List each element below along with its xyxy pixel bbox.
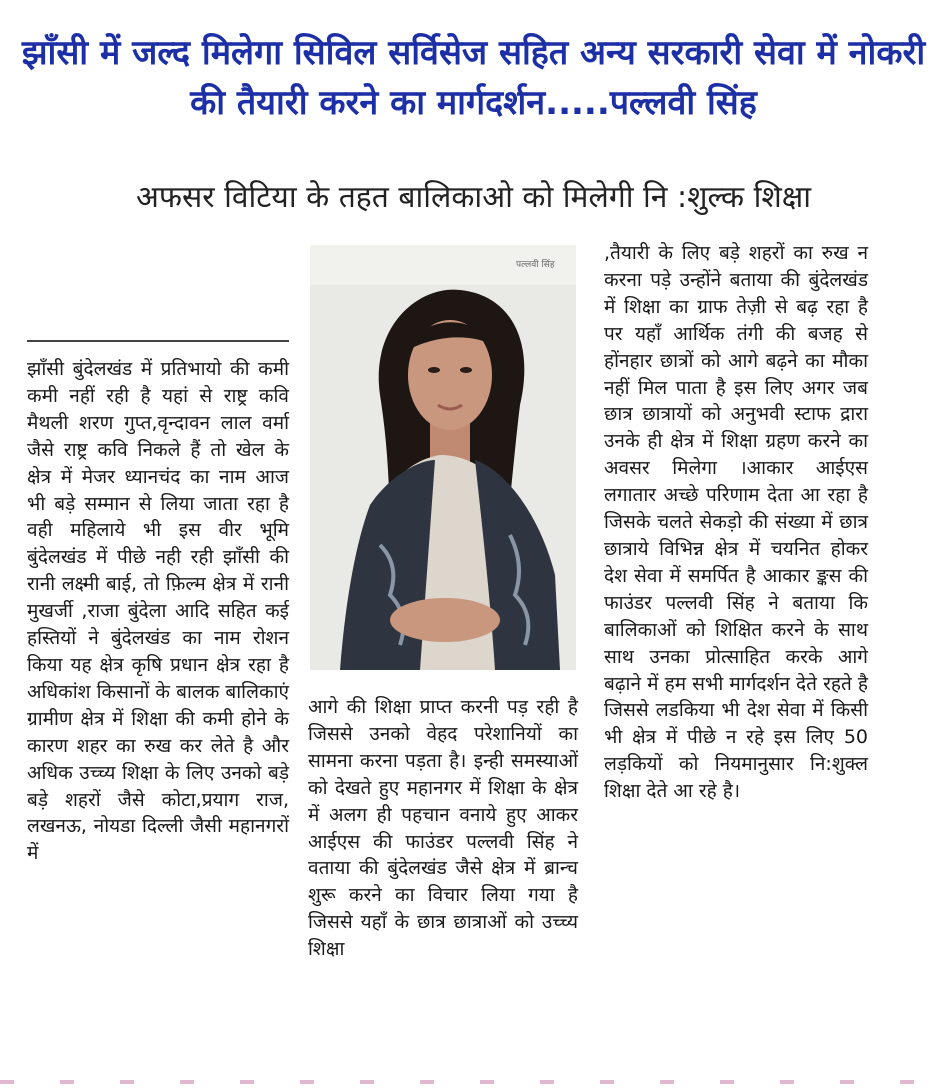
portrait-illustration [310, 245, 576, 670]
subheadline: अफसर विटिया के तहत बालिकाओ को मिलेगी नि :शुल्क शिक्षा [135, 180, 812, 215]
article-column-2: आगे की शिक्षा प्राप्त करनी पड़ रही है जिससे उनको वेहद परेशानियों का सामना करना पड़ता है। इन्ही समस्याओं को देखते हुए महानगर में शिक्षा के क्षेत्र में अलग ही पहचान वनाये हुए आकर आईएस की फाउंडर पल्लवी सिंह ने वताया की बुंदेलखंड जैसे क्षेत्र में ब्रान्च शुरू करने का विचार लिया गया है जिससे यहाँ के छात्र छात्राओं को उच्च्य शिक्षा [308, 696, 578, 961]
headline: झाँसी में जल्द मिलेगा सिविल सर्विसेज सहित अन्य सरकारी सेवा में नोकरी की तैयारी करने का मार्गदर्शन.....पल्लवी सिंह [21, 33, 926, 123]
column-divider [27, 340, 289, 342]
page-bottom-border [0, 1080, 947, 1084]
photo-nameplate: पल्लवी सिंह [516, 260, 555, 270]
article-column-3: ,तैयारी के लिए बड़े शहरों का रुख न करना पड़े उन्होंने बताया की बुंदेलखंड में शिक्षा का ग्राफ तेज़ी से बढ़ रहा है पर यहाँ आर्थिक तंगी की बजह से होंनहार छात्रों को आगे बढ़ने का मौका नहीं मिल पाता है इस लिए अगर जब छात्र छात्रायों को अनुभवी स्टाफ द्रारा उनके ही क्षेत्र में शिक्षा ग्रहण करने का अवसर मिलेगा ।आकार आईएस लगातार अच्छे परिणाम देता आ रहा है जिसके चलते सेकड़ो की संख्या में छात्र छात्राये विभिन्न क्षेत्र में चयनित होकर देश सेवा में समर्पित है आकार ङ्कस की फाउंडर पल्लवी सिंह ने बताया कि बालिकाओं को शिक्षित करने के साथ साथ उनका प्रोत्साहित करके आगे बढ़ाने में हम सभी मार्गदर्शन देते रहते है जिससे लडकिया भी देश सेवा में किसी भी क्षेत्र में पीछे न रहे इस लिए 50 लड़कियों को नियमानुसार नि:शुक्ल शिक्षा देते आ रहे है। [604, 242, 868, 803]
portrait-photo [310, 245, 576, 670]
article-column-1: झाँसी बुंदेलखंड में प्रतिभायो की कमी कमी नहीं रही है यहां से राष्ट्र कवि मैथली शरण गुप्त,वृन्दावन लाल वर्मा जैसे राष्ट्र कवि निकले हैं तो खेल के क्षेत्र में मेजर ध्यानचंद का नाम आज भी बड़े सम्मान से लिया जाता रहा है वही महिलाये भी इस वीर भूमि बुंदेलखंड में पीछे नही रही झाँसी की रानी लक्ष्मी बाई, तो फ़िल्म क्षेत्र में रानी मुखर्जी ,राजा बुंदेला आदि सहित कई हस्तियों ने बुंदेलखंड का नाम रोशन किया यह क्षेत्र कृषि प्रधान क्षेत्र रहा है अधिकांश किसानों के बालक बालिकाएं ग्रामीण क्षेत्र में शिक्षा की कमी होने के कारण शहर का रुख कर लेते है और अधिक उच्च्य शिक्षा के लिए उनको बड़े बड़े शहरों जैसे कोटा,प्रयाग राज, लखनऊ, नोयडा दिल्ली जैसी महानगरों में [27, 358, 289, 865]
